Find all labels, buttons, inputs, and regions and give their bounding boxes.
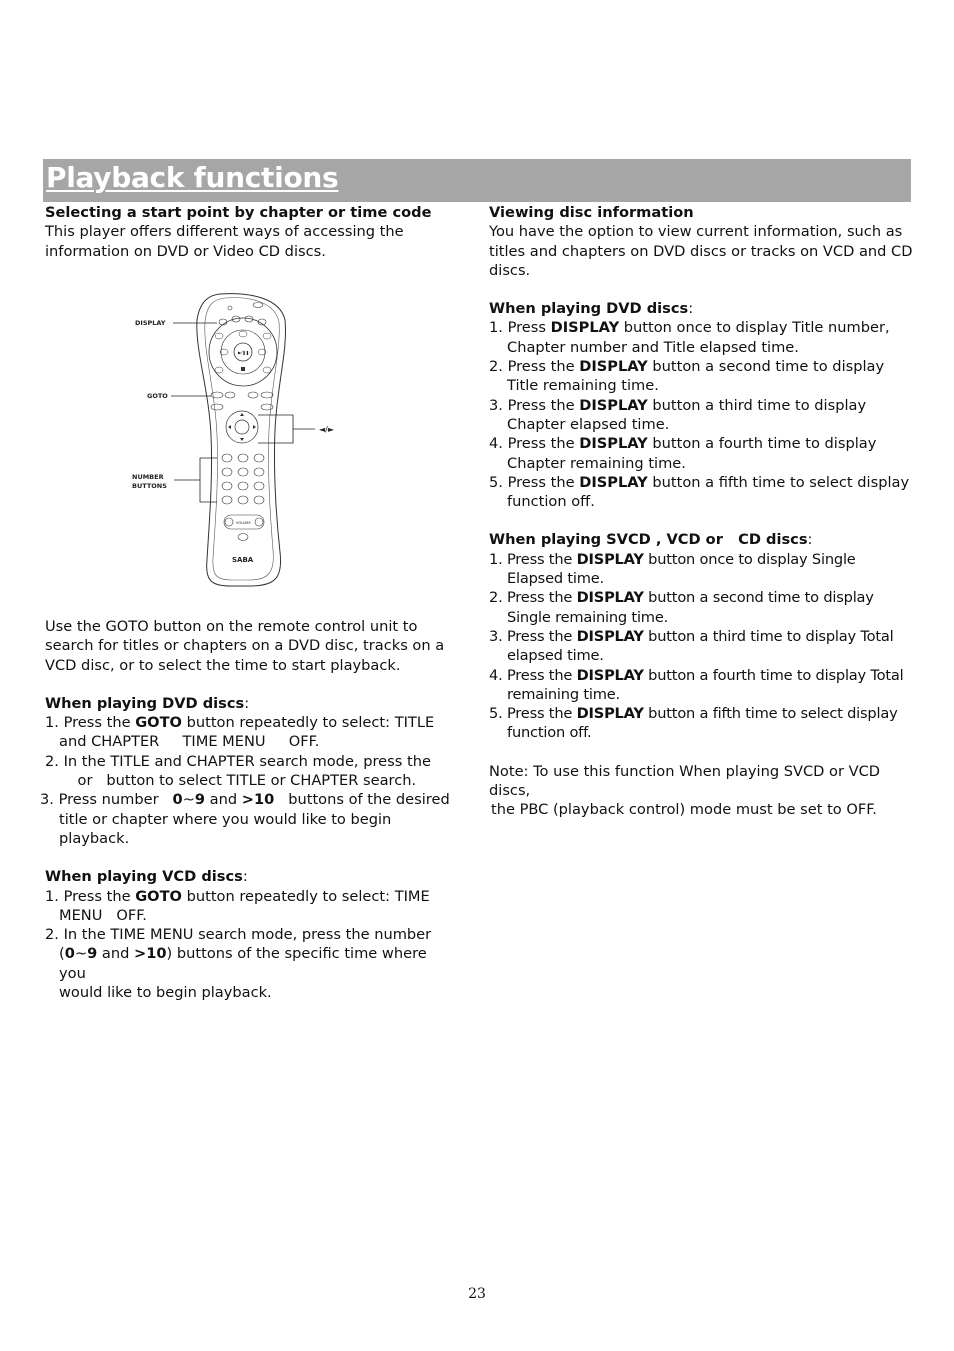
vcd-step-2-cont: (0~9 and >10) buttons of the specific time where you [59,945,427,982]
svcd-display-step-3: 3. Press the DISPLAY button a third time to display Total elapsed time. [489,627,894,665]
left-column [45,203,455,261]
label-number: NUMBER [132,473,164,481]
svg-text:VOLUME: VOLUME [236,521,251,525]
dvd-display-step-1: 1. Press DISPLAY button once to display Title number, Chapter number and Title elapsed time. [489,319,890,356]
note-line-1: Note: To use this function When playing SVCD or VCD discs, [489,762,881,800]
intro-paragraph: This player offers different ways of accessing the information on DVD or Video CD discs. [45,223,404,260]
dvd-display-steps [489,318,914,511]
remote-control-figure [125,290,340,590]
dvd-step-2-cont: or button to select TITLE or CHAPTER search. [59,772,417,790]
label-display: DISPLAY [135,319,166,327]
dvd-step-3: 3. Press number 0~9 and >10 buttons of the desired [40,791,450,809]
dvd-display-step-3: 3. Press the DISPLAY button a third time to display Chapter elapsed time. [489,396,867,433]
remote-control-illustration [125,290,340,590]
dvd-display-step-5: 5. Press the DISPLAY button a fifth time to select display function off. [489,473,910,511]
arrows-label: ◄/► [319,425,334,434]
page-number: 23 [468,1286,486,1302]
dvd-heading-right: When playing DVD discs: [489,300,694,318]
dvd-step-2: 2. In the TITLE and CHAPTER search mode, press the [45,752,431,770]
svg-text:▶/❚❚: ▶/❚❚ [238,350,250,355]
disc-info-intro: You have the option to view current information, such as titles and chapters on DVD discs or tracks on VCD and CD discs. [489,223,913,279]
section-heading-start-point: Selecting a start point by chapter or time code [45,204,432,221]
page-title: Playback functions [46,161,339,194]
dvd-step-1: 1. Press the GOTO button repeatedly to select: TITLE [45,714,435,732]
vcd-step-2: 2. In the TIME MENU search mode, press the number [45,926,432,944]
svcd-heading: When playing SVCD , VCD or CD discs: [489,531,813,549]
svcd-display-step-1: 1. Press the DISPLAY button once to display Single Elapsed time. [489,550,856,588]
svcd-display-step-2: 2. Press the DISPLAY button a second time to display Single remaining time. [489,589,874,626]
svcd-display-step-5: 5. Press the DISPLAY button a fifth time to select display function off. [489,705,898,742]
svcd-display-steps [489,550,914,743]
vcd-step-1-cont: MENU OFF. [59,906,147,924]
dvd-display-step-4: 4. Press the DISPLAY button a fourth time to display Chapter remaining time. [489,435,877,472]
vcd-step-2-cont2: would like to begin playback. [59,984,272,1002]
vcd-heading-left: When playing VCD discs: [45,868,248,886]
note-line-2: the PBC (playback control) mode must be set to OFF. [491,801,877,819]
dvd-step-3-cont: title or chapter where you would like to begin playback. [59,810,392,847]
dvd-step-1-cont: and CHAPTER TIME MENU OFF. [59,733,320,751]
section-heading-disc-info: Viewing disc information [489,204,694,221]
brand-logo: SABA [232,556,254,564]
dvd-display-step-2: 2. Press the DISPLAY button a second time to display Title remaining time. [489,358,885,395]
label-goto: GOTO [147,392,168,400]
dvd-heading-left: When playing DVD discs: [45,694,250,712]
left-column-lower [40,617,455,1002]
goto-paragraph: Use the GOTO button on the remote control unit to search for titles or chapters on a DVD disc, tracks on a VCD disc, or to select the time to start playback. [45,618,445,674]
vcd-step-1: 1. Press the GOTO button repeatedly to select: TIME [45,887,430,905]
svcd-display-step-4: 4. Press the DISPLAY button a fourth time to display Total remaining time. [489,666,904,703]
label-buttons: BUTTONS [132,482,167,490]
right-column [489,203,914,820]
title-bar [43,159,911,202]
